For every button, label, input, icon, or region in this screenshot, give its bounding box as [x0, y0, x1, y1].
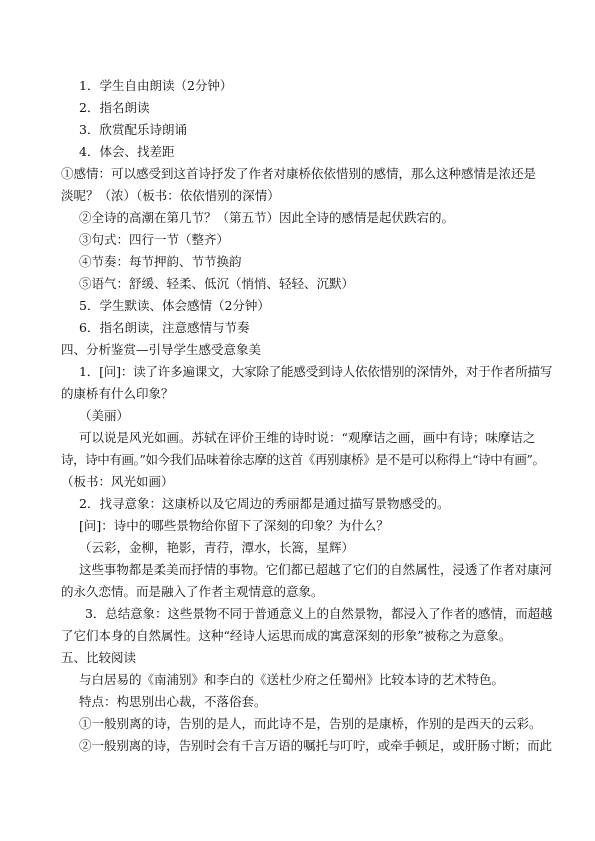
text-line: 3．总结意象：这些景物不同于普通意义上的自然景物，都浸入了作者的感情，而超越 [85, 606, 553, 621]
text-line: 诗，诗中有画。”如今我们品味着徐志摩的这首《再别康桥》是不是可以称得上“诗中有画”。 [61, 452, 545, 467]
text-line: 特点：构思别出心裁，不落俗套。 [79, 694, 267, 709]
text-line: 2．指名朗读 [79, 100, 150, 115]
text-line: 1．学生自由朗读（2分钟） [79, 78, 233, 93]
text-line: ②全诗的高潮在第几节？（第五节）因此全诗的感情是起伏跌宕的。 [79, 210, 455, 225]
text-line: [问]：诗中的哪些景物给你留下了深刻的印象？为什么？ [79, 518, 389, 533]
text-line: ①感情：可以感受到这首诗抒发了作者对康桥依依惜别的感情，那么这种感情是浓还是 [61, 166, 537, 181]
text-line: 淡呢？（浓）（板书：依依惜别的深情） [61, 188, 280, 203]
text-line: ⑤语气：舒缓、轻柔、低沉（悄悄、轻轻、沉默） [79, 276, 355, 291]
text-line: 了它们本身的自然属性。这种“经诗人运思而成的寓意深刻的形象”被称之为意象。 [61, 628, 512, 643]
text-line: 6．指名朗读，注意感情与节奏 [79, 320, 250, 335]
text-line: 的永久恋情。而是融入了作者主观情意的意象。 [61, 584, 324, 599]
text-line: 4．体会、找差距 [79, 144, 175, 159]
text-line: 3．欣赏配乐诗朗诵 [79, 122, 187, 137]
text-line: ①一般别离的诗，告别的是人，而此诗不是，告别的是康桥，作别的是西天的云彩。 [79, 716, 542, 731]
text-line: 这些事物都是柔美而抒情的事物。它们都已超越了它们的自然属性，浸透了作者对康河 [79, 562, 553, 577]
text-line: 1．[问]：读了许多遍课文，大家除了能感受到诗人依依惜别的深情外，对于作者所描写 [79, 364, 553, 379]
text-line: 2．找寻意象：这康桥以及它周边的秀丽都是通过描写景物感受的。 [79, 496, 450, 511]
text-line: （美丽） [79, 408, 130, 423]
text-line: 5．学生默读、体会感情（2分钟） [79, 298, 270, 313]
text-line: 的康桥有什么印象？ [61, 386, 174, 401]
section-heading: 四、分析鉴赏—引导学生感受意象美 [61, 342, 262, 357]
text-line: ④节奏：每节押韵、节节换韵 [79, 254, 242, 269]
section-heading: 五、比较阅读 [61, 650, 137, 665]
text-line: （云彩，金柳，艳影，青荇，潭水，长篙，星辉） [79, 540, 355, 555]
text-line: 与白居易的《南浦别》和李白的《送杜少府之任蜀州》比较本诗的艺术特色。 [79, 672, 505, 687]
text-line: ③句式：四行一节（整齐） [79, 232, 230, 247]
text-line: （板书：风光如画） [61, 474, 174, 489]
text-line: ②一般别离的诗，告别时会有千言万语的嘱托与叮咛，或牵手顿足，或肝肠寸断；而此 [79, 738, 553, 753]
text-line: 可以说是风光如画。苏轼在评价王维的诗时说：“观摩诘之画，画中有诗；味摩诘之 [79, 430, 536, 445]
